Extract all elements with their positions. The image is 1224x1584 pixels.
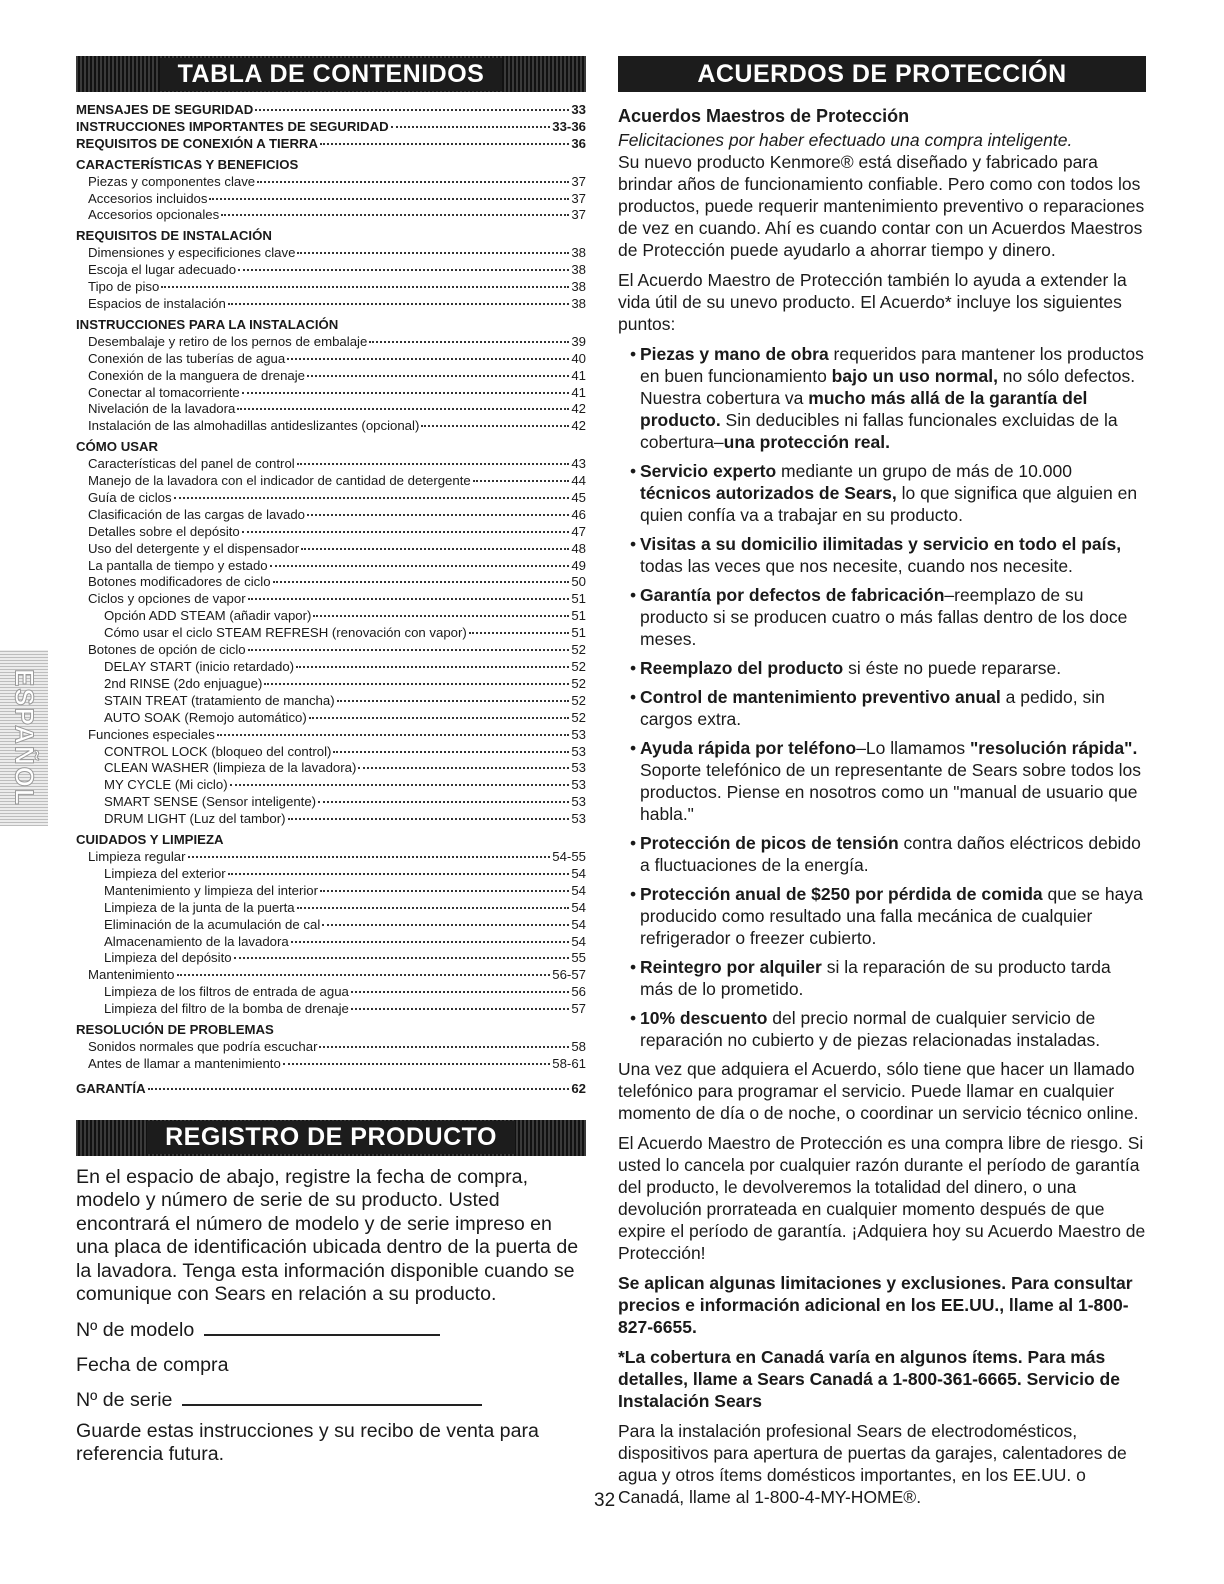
purchase-date-label: Fecha de compra	[76, 1353, 229, 1376]
benefit-item	[618, 832, 1146, 876]
toc-entry-page: 54	[571, 899, 586, 915]
toc-entry-page: 51	[571, 608, 586, 624]
toc-entry-label: Botones de opción de ciclo	[88, 642, 246, 658]
toc-entry	[76, 693, 586, 710]
benefit-text: Control de mantenimiento preventivo anual	[640, 687, 1001, 707]
toc-entry	[76, 967, 586, 984]
benefit-text: bajo un uso normal,	[831, 366, 998, 386]
toc-entry-label: Instalación de las almohadillas antideslizantes (opcional)	[88, 418, 420, 434]
toc-entry-page: 47	[571, 523, 586, 539]
toc-entry-page: 50	[571, 574, 586, 590]
benefit-text: lo que significa que alguien en quien confía va a trabajar en su producto.	[640, 483, 1138, 525]
toc-entry	[76, 777, 586, 794]
toc-leader-dots	[148, 1088, 570, 1090]
toc-entry-label: Nivelación de la lavadora	[88, 401, 236, 417]
paragraph-4: El Acuerdo Maestro de Protección es una compra libre de riesgo. Si usted lo cancela por cualquier razón durante el período de garantía del producto, le devolveremos la totalidad del dinero, o una devolución prorrateada en cualquier momento después de que expire el período de garantía. ¡Adquiera hoy su Acuerdo Maestro de Protección!	[618, 1133, 1146, 1263]
toc-section-heading: CARACTERÍSTICAS Y BENEFICIOS	[76, 156, 299, 172]
toc-entry-page: 37	[571, 207, 586, 223]
toc-leader-dots	[469, 632, 570, 634]
benefit-text: no sólo defectos. Nuestra cobertura va	[640, 366, 1136, 408]
toc-entry	[76, 507, 586, 524]
toc-leader-dots	[209, 198, 569, 200]
toc-entry-label: Eliminación de la acumulación de cal	[104, 916, 321, 932]
toc-leader-dots	[273, 581, 570, 583]
toc-entry-page: 38	[571, 295, 586, 311]
toc-entry-label: Accesorios opcionales	[88, 207, 220, 223]
benefit-text: del precio normal de cualquier servicio de reparación no cubierto y de piezas relacionadas instaladas.	[640, 1008, 1101, 1050]
toc-entry-page: 53	[571, 760, 586, 776]
toc-leader-dots	[307, 375, 569, 377]
toc-entry	[76, 744, 586, 761]
toc-entry-label: Manejo de la lavadora con el indicador de cantidad de detergente	[88, 473, 471, 489]
serial-number-label: Nº de serie	[76, 1388, 173, 1411]
toc-entry-page: 41	[571, 367, 586, 383]
toc-entry-page: 54	[571, 865, 586, 881]
benefit-text: "resolución rápida".	[970, 738, 1138, 758]
toc-entry-label: Limpieza de los filtros de entrada de agua	[104, 984, 349, 1000]
toc-entry-page: 54	[571, 933, 586, 949]
toc-entry-page: 52	[571, 675, 586, 691]
model-number-field[interactable]	[76, 1319, 586, 1342]
toc-leader-dots	[421, 425, 569, 427]
benefit-text: –Lo llamamos	[856, 738, 970, 758]
toc-entry	[76, 207, 586, 224]
toc-entry-label: Tipo de piso	[88, 279, 160, 295]
toc-leader-dots	[228, 303, 570, 305]
toc-entry-label: DRUM LIGHT (Luz del tambor)	[104, 811, 286, 827]
benefit-text: Soporte telefónico de un representante de Sears sobre todos los productos. Piense en nosotros como un "manual de usuario que habla."	[640, 760, 1142, 824]
toc-leader-dots	[230, 784, 570, 786]
page-number: 32	[594, 1490, 616, 1511]
benefit-text: contra daños eléctricos debido a fluctuaciones de la energía.	[640, 833, 1141, 875]
toc-entry	[76, 917, 586, 934]
toc-entry-label: CLEAN WASHER (limpieza de la lavadora)	[104, 760, 357, 776]
toc-leader-dots	[270, 565, 570, 567]
bullet-icon: •	[630, 461, 637, 481]
toc-entry-page: 44	[571, 473, 586, 489]
toc-entry-label: Limpieza del exterior	[104, 865, 226, 881]
closing-line-2: referencia futura.	[76, 1443, 225, 1466]
benefit-text: que se haya producido como resultado una falla mecánica de cualquier refrigerador o freezer cubierto.	[640, 884, 1143, 948]
toc-entry-page: 53	[571, 811, 586, 827]
benefit-text: mucho más allá de la garantía del producto.	[640, 388, 1088, 430]
registration-title: REGISTRO DE PRODUCTO	[147, 1121, 515, 1154]
toc-entry	[76, 1039, 586, 1056]
toc-entry-page: 52	[571, 642, 586, 658]
benefit-text: requeridos para mantener los productos en buen funcionamiento	[640, 344, 1144, 386]
paragraph-2: El Acuerdo Maestro de Protección también lo ayuda a extender la vida útil de su unevo producto. El Acuerdo* incluye los siguientes puntos:	[618, 270, 1127, 334]
toc-entry	[76, 541, 586, 558]
bullet-icon: •	[630, 738, 637, 758]
toc-entry	[76, 710, 586, 727]
left-column	[76, 56, 586, 1467]
toc-entry-label: Desembalaje y retiro de los pernos de embalaje	[88, 333, 368, 349]
toc-entry-label: Almacenamiento de la lavadora	[104, 933, 289, 949]
benefit-item	[618, 584, 1146, 650]
benefit-text: Piezas y mano de obra	[640, 344, 829, 364]
toc-entry	[76, 191, 586, 208]
toc-leader-dots	[296, 666, 569, 668]
benefits-list	[618, 343, 1146, 1051]
toc-entry	[76, 794, 586, 811]
paragraph-1: Su nuevo producto Kenmore® está diseñado y fabricado para brindar años de funcionamiento confiable. Pero como con todos los productos, puede requerir mantenimiento preventivo o reparaciones de vez en cuando. Ahí es cuando contar con un Acuerdos Maestros de Protección puede ayudarlo a ahorrar tiempo y dinero.	[618, 152, 1145, 260]
toc-entry	[76, 296, 586, 313]
toc-entry	[76, 760, 586, 777]
toc-entry-page: 55	[571, 950, 586, 966]
toc-entry-page: 33	[571, 102, 586, 117]
toc-section-heading: CÓMO USAR	[76, 439, 159, 455]
toc-leader-dots	[313, 615, 569, 617]
toc-entry	[76, 490, 586, 507]
toc-entry-page: 62	[571, 1080, 586, 1096]
benefit-text: Servicio experto	[640, 461, 777, 481]
toc-leader-dots	[333, 751, 569, 753]
benefit-text: Sin deducibles ni fallas funcionales excluidas de la cobertura–	[640, 410, 1118, 452]
toc-entry-page: 33-36	[552, 118, 586, 134]
toc-entry-page: 54	[571, 882, 586, 898]
toc-entry	[76, 385, 586, 402]
benefit-text: Protección de picos de tensión	[640, 833, 899, 853]
benefit-text: Garantía por defectos de fabricación	[640, 585, 945, 605]
bullet-icon: •	[630, 658, 637, 678]
toc-entry-page: 52	[571, 692, 586, 708]
toc-section-heading: REQUISITOS DE INSTALACIÓN	[76, 228, 272, 244]
protection-banner	[618, 56, 1146, 92]
toc-entry-label: DELAY START (inicio retardado)	[104, 659, 295, 674]
toc-banner	[76, 56, 586, 92]
benefit-item	[618, 343, 1146, 453]
toc-leader-dots	[287, 358, 569, 360]
toc-entry-page: 48	[571, 540, 586, 556]
toc-entry-page: 36	[571, 135, 586, 151]
toc-entry-label: Mantenimiento y limpieza del interior	[104, 882, 319, 898]
toc-entry-label: Limpieza del filtro de la bomba de drenaje	[104, 1001, 349, 1017]
toc-entry	[76, 418, 586, 435]
toc-entry-label: Dimensiones y especificiones clave	[88, 245, 296, 261]
toc-leader-dots	[174, 497, 570, 499]
toc-entry	[76, 849, 586, 866]
toc-entry	[76, 642, 586, 659]
toc-entry-page: 45	[571, 489, 586, 505]
toc-entry	[76, 1056, 586, 1073]
toc-entry-page: 58-61	[552, 1055, 586, 1071]
benefit-text: 10% descuento	[640, 1008, 768, 1028]
benefit-text: Visitas a su domicilio ilimitadas y servicio en todo el país,	[640, 534, 1122, 554]
toc-leader-dots	[309, 717, 570, 719]
toc-leader-dots	[322, 924, 569, 926]
toc-leader-dots	[228, 873, 570, 875]
toc-entry-page: 56	[571, 984, 586, 1000]
benefit-item	[618, 533, 1146, 577]
toc-leader-dots	[320, 143, 569, 145]
toc-leader-dots	[351, 1008, 569, 1010]
benefit-item	[618, 657, 1146, 679]
toc-leader-dots	[234, 957, 570, 959]
model-number-line[interactable]	[204, 1334, 440, 1336]
toc-entry-label: GARANTÍA	[76, 1080, 146, 1096]
toc-entry	[76, 1081, 586, 1098]
benefit-text: si la reparación de su producto tarda más de lo prometido.	[640, 957, 1111, 999]
toc-entry-page: 52	[571, 659, 586, 674]
toc-entry	[76, 950, 586, 967]
benefit-item	[618, 1007, 1146, 1051]
benefit-text: a pedido, sin cargos extra.	[640, 687, 1105, 729]
toc-entry-label: REQUISITOS DE CONEXIÓN A TIERRA	[76, 135, 319, 151]
toc-entry-label: Limpieza del depósito	[104, 950, 232, 966]
toc-entry-page: 51	[571, 625, 586, 641]
bullet-icon: •	[630, 534, 637, 554]
toc-entry-label: Espacios de instalación	[88, 295, 226, 311]
toc-entry-label: Funciones especiales	[88, 726, 215, 742]
toc-leader-dots	[221, 214, 569, 216]
toc-entry-label: STAIN TREAT (tratamiento de mancha)	[104, 692, 335, 708]
paragraph-3: Una vez que adquiera el Acuerdo, sólo tiene que hacer un llamado telefónico para programar el servicio. Puede llamar en cualquier momento de día o de noche, o coordinar un servicio técnico online.	[618, 1059, 1139, 1123]
bullet-icon: •	[630, 833, 637, 853]
toc-entry-label: Clasificación de las cargas de lavado	[88, 506, 305, 522]
toc-entry-label: MY CYCLE (Mi ciclo)	[104, 777, 228, 793]
benefit-text: Protección anual de $250 por pérdida de comida	[640, 884, 1043, 904]
toc-entry-page: 38	[571, 245, 586, 261]
benefit-text: una protección real.	[723, 432, 890, 452]
toc-entry-page: 42	[571, 418, 586, 434]
toc-entry-page: 37	[571, 173, 586, 189]
toc-leader-dots	[320, 890, 569, 892]
language-side-tab	[0, 650, 48, 826]
toc-entry	[76, 102, 586, 119]
toc-entry-label: Antes de llamar a mantenimiento	[88, 1055, 281, 1071]
benefit-text: –reemplazo de su producto si se producen cuatro o más fallas dentro de los doce meses.	[640, 585, 1128, 649]
toc-leader-dots	[257, 181, 569, 183]
bullet-icon: •	[630, 1008, 637, 1028]
toc-entry-page: 58	[571, 1038, 586, 1054]
registration-closing	[76, 1420, 586, 1467]
product-registration	[76, 1120, 586, 1467]
toc-leader-dots	[297, 907, 570, 909]
registration-banner	[76, 1120, 586, 1156]
toc-entry	[76, 659, 586, 676]
toc-leader-dots	[358, 767, 569, 769]
toc-entry-page: 46	[571, 506, 586, 522]
toc-leader-dots	[291, 941, 570, 943]
toc-entry	[76, 625, 586, 642]
toc-entry	[76, 334, 586, 351]
toc-entry	[76, 1001, 586, 1018]
toc-entry-label: Uso del detergente y el dispensador	[88, 540, 300, 556]
toc-entry	[76, 558, 586, 575]
toc-entry-page: 54-55	[552, 848, 586, 864]
benefit-text: mediante un grupo de más de 10.000	[776, 461, 1072, 481]
toc-entry	[76, 574, 586, 591]
toc-entry	[76, 401, 586, 418]
toc-leader-dots	[473, 480, 570, 482]
toc-entry-label: Piezas y componentes clave	[88, 173, 256, 189]
bullet-icon: •	[630, 687, 637, 707]
toc-entry-label: SMART SENSE (Sensor inteligente)	[104, 794, 317, 810]
toc-leader-dots	[369, 341, 569, 343]
toc-entry-label: 2nd RINSE (2do enjuague)	[104, 675, 263, 691]
purchase-date-field[interactable]	[76, 1354, 586, 1377]
toc-section-heading: RESOLUCIÓN DE PROBLEMAS	[76, 1022, 274, 1038]
toc-entry-label: Mantenimiento	[88, 967, 175, 983]
toc-entry-label: CONTROL LOCK (bloqueo del control)	[104, 743, 332, 759]
limitations-note: Se aplican algunas limitaciones y exclusiones. Para consultar precios e información adicional en los EE.UU., llame al 1-800-827-6655.	[618, 1273, 1133, 1337]
serial-number-line[interactable]	[182, 1404, 482, 1406]
toc-entry-page: 53	[571, 743, 586, 759]
toc-entry	[76, 811, 586, 828]
toc-entry-label: Conexión de las tuberías de agua	[88, 350, 286, 366]
toc-leader-dots	[283, 1063, 550, 1065]
toc-entry-label: Limpieza regular	[88, 848, 186, 864]
toc-section-heading: CUIDADOS Y LIMPIEZA	[76, 832, 224, 848]
toc-entry	[76, 174, 586, 191]
toc-entry-page: 42	[571, 401, 586, 417]
toc-leader-dots	[217, 734, 570, 736]
toc-entry-page: 43	[571, 456, 586, 472]
toc-entry-label: Conexión de la manguera de drenaje	[88, 367, 306, 383]
benefit-item	[618, 956, 1146, 1000]
toc-entry	[76, 245, 586, 262]
toc-entry-page: 39	[571, 333, 586, 349]
toc-entry	[76, 279, 586, 296]
toc-leader-dots	[177, 974, 551, 976]
bullet-icon: •	[630, 957, 637, 977]
toc-entry	[76, 456, 586, 473]
paragraph-5: Para la instalación profesional Sears de electrodomésticos, dispositivos para apertura de puertas da garajes, calentadores de agua y otros ítems domésticos importantes, en los EE.UU. o Canadá, llame al 1-800-4-MY-HOME®.	[618, 1421, 1127, 1507]
toc-entry-label: Conectar al tomacorriente	[88, 384, 240, 400]
benefit-text: técnicos autorizados de Sears,	[640, 483, 897, 503]
toc-entry-page: 57	[571, 1001, 586, 1017]
toc-leader-dots	[264, 683, 569, 685]
toc-entry	[76, 866, 586, 883]
model-number-label: Nº de modelo	[76, 1318, 195, 1341]
toc-entry-label: Limpieza de la junta de la puerta	[104, 899, 295, 915]
toc-entry-page: 40	[571, 350, 586, 366]
protection-title: ACUERDOS DE PROTECCIÓN	[697, 59, 1067, 88]
toc-entry-page: 54	[571, 916, 586, 932]
toc-entry	[76, 727, 586, 744]
toc-entry	[76, 473, 586, 490]
toc-entry-label: Guía de ciclos	[88, 489, 172, 505]
toc-entry-label: MENSAJES DE SEGURIDAD	[76, 102, 254, 117]
toc-entry-page: 56-57	[552, 967, 586, 983]
toc-entry	[76, 934, 586, 951]
serial-number-field[interactable]	[76, 1389, 586, 1412]
toc-leader-dots	[237, 408, 569, 410]
toc-entry-page: 53	[571, 726, 586, 742]
benefit-item	[618, 883, 1146, 949]
toc-entry-label: La pantalla de tiempo y estado	[88, 557, 268, 573]
toc-entry	[76, 262, 586, 279]
benefit-text: Reintegro por alquiler	[640, 957, 822, 977]
toc-leader-dots	[319, 1046, 569, 1048]
benefit-item	[618, 686, 1146, 730]
bullet-icon: •	[630, 585, 637, 605]
benefit-text: Reemplazo del producto	[640, 658, 844, 678]
toc-leader-dots	[391, 126, 551, 128]
toc-leader-dots	[188, 856, 551, 858]
toc-entry	[76, 136, 586, 153]
toc-leader-dots	[307, 514, 569, 516]
toc-entry-label: Botones modificadores de ciclo	[88, 574, 271, 590]
toc-leader-dots	[318, 801, 569, 803]
toc-entry	[76, 883, 586, 900]
toc-entry-page: 51	[571, 591, 586, 607]
toc-entry-label: Características del panel de control	[88, 456, 295, 472]
toc-entry-label: AUTO SOAK (Remojo automático)	[104, 709, 307, 725]
toc-leader-dots	[337, 700, 570, 702]
benefit-item	[618, 737, 1146, 825]
table-of-contents	[76, 102, 586, 1098]
closing-line-1: Guarde estas instrucciones y su recibo de venta para	[76, 1419, 539, 1442]
benefit-item	[618, 460, 1146, 526]
toc-entry	[76, 119, 586, 136]
toc-leader-dots	[248, 649, 570, 651]
right-column	[618, 56, 1146, 1516]
toc-leader-dots	[301, 548, 569, 550]
toc-leader-dots	[351, 991, 569, 993]
protection-subtitle: Acuerdos Maestros de Protección	[618, 106, 910, 126]
toc-entry-page: 38	[571, 279, 586, 295]
toc-entry-page: 41	[571, 384, 586, 400]
toc-entry-label: Ciclos y opciones de vapor	[88, 591, 246, 607]
benefit-text: todas las veces que nos necesite, cuando nos necesite.	[640, 556, 1073, 576]
toc-entry-page: 38	[571, 262, 586, 278]
toc-leader-dots	[297, 252, 569, 254]
toc-leader-dots	[161, 286, 569, 288]
toc-leader-dots	[248, 598, 570, 600]
toc-entry-label: Opción ADD STEAM (añadir vapor)	[104, 608, 312, 624]
bullet-icon: •	[630, 884, 637, 904]
toc-title: TABLA DE CONTENIDOS	[160, 58, 503, 91]
toc-entry-page: 53	[571, 794, 586, 810]
toc-entry-label: Accesorios incluidos	[88, 190, 208, 206]
toc-entry	[76, 351, 586, 368]
toc-entry	[76, 524, 586, 541]
toc-entry	[76, 984, 586, 1001]
tagline: Felicitaciones por haber efectuado una compra inteligente.	[618, 130, 1073, 150]
toc-leader-dots	[288, 818, 570, 820]
toc-entry-label: Escoja el lugar adecuado	[88, 262, 237, 278]
toc-entry	[76, 591, 586, 608]
toc-entry-page: 53	[571, 777, 586, 793]
language-label: ESPAÑOL	[9, 669, 40, 807]
toc-section-heading: INSTRUCCIONES PARA LA INSTALACIÓN	[76, 316, 339, 332]
benefit-text: Ayuda rápida por teléfono	[640, 738, 857, 758]
toc-entry	[76, 676, 586, 693]
toc-entry-label: Detalles sobre el depósito	[88, 523, 240, 539]
toc-entry-page: 37	[571, 190, 586, 206]
toc-entry	[76, 608, 586, 625]
toc-entry-page: 52	[571, 709, 586, 725]
toc-entry-page: 49	[571, 557, 586, 573]
canada-note: *La cobertura en Canadá varía en algunos ítems. Para más detalles, llame a Sears Canadá a 1-800-361-6665. Servicio de Instalación Sears	[618, 1347, 1120, 1411]
toc-leader-dots	[242, 531, 570, 533]
toc-entry	[76, 900, 586, 917]
toc-entry	[76, 368, 586, 385]
toc-entry-label: Cómo usar el ciclo STEAM REFRESH (renovación con vapor)	[104, 625, 467, 641]
toc-entry-label: INSTRUCCIONES IMPORTANTES DE SEGURIDAD	[76, 118, 389, 134]
registration-intro: En el espacio de abajo, registre la fecha de compra, modelo y número de serie de su producto. Usted encontrará el número de modelo y de serie impreso en una placa de identificación ubicada dentro de la puerta de la lavadora. Tenga esta información disponible cuando se comunique con Sears en relación a su producto.	[76, 1165, 579, 1306]
toc-entry-label: Sonidos normales que podría escuchar	[88, 1038, 318, 1054]
benefit-text: si éste no puede repararse.	[843, 658, 1062, 678]
toc-leader-dots	[255, 109, 569, 111]
toc-leader-dots	[238, 269, 569, 271]
bullet-icon: •	[630, 344, 637, 364]
toc-leader-dots	[297, 463, 570, 465]
toc-leader-dots	[242, 392, 570, 394]
